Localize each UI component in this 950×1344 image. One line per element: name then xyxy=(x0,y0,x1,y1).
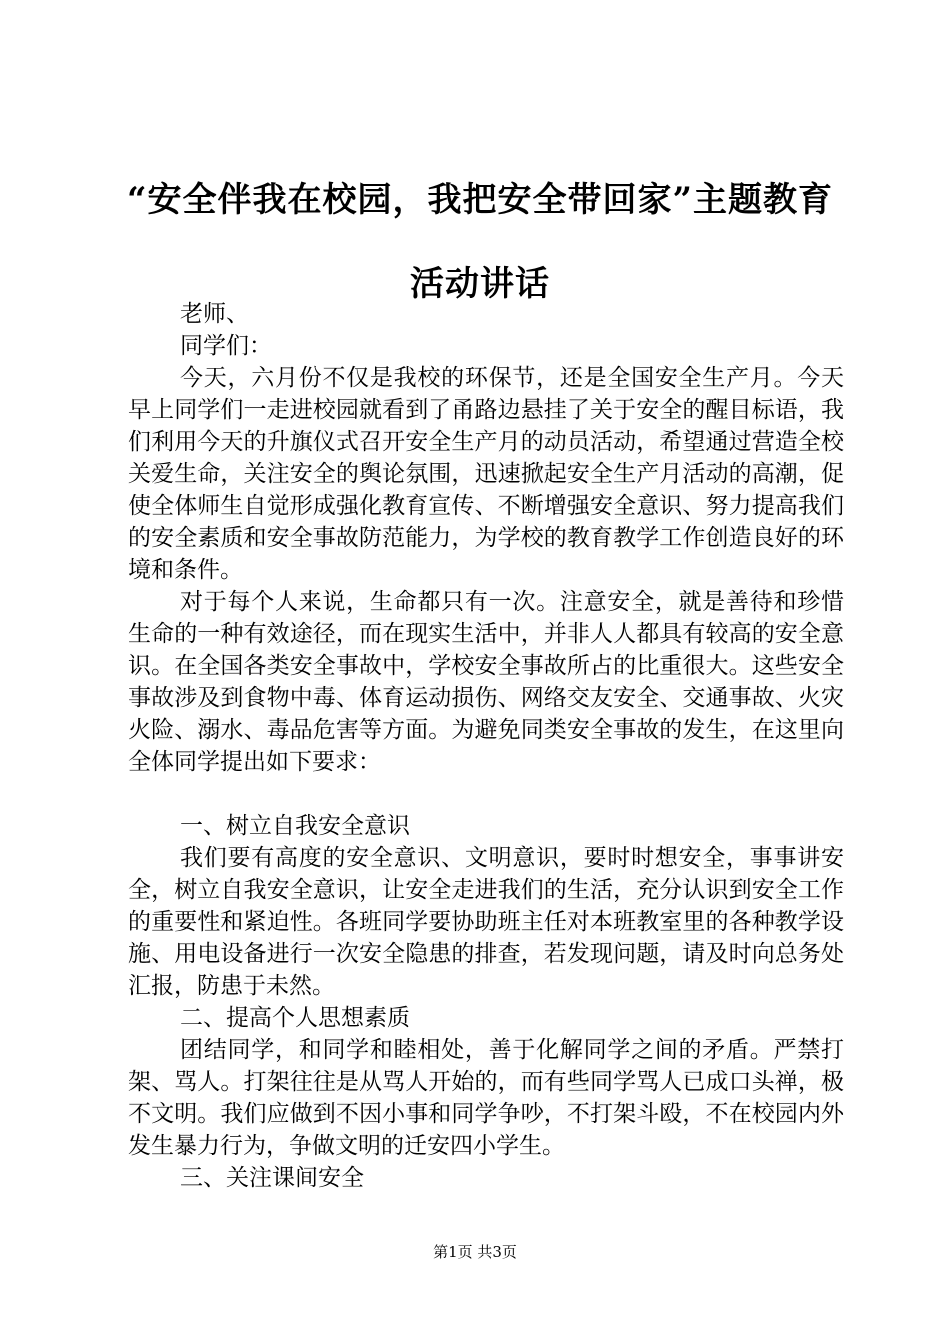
paragraph-requirements: 对于每个人来说，生命都只有一次。注意安全，就是善待和珍惜生命的一种有效途径，而在现实生活中，并非人人都具有较高的安全意识。在全国各类安全事故中，学校安全事故所占的比重很大。这些安全事故涉及到食物中毒、体育运动损伤、网络交友安全、交通事故、火灾火险、溺水、毒品危害等方面。为避免同类安全事故的发生，在这里向全体同学提出如下要求： xyxy=(128,589,844,775)
salutation-students: 同学们： xyxy=(180,333,272,359)
paragraph-intro: 今天，六月份不仅是我校的环保节，还是全国安全生产月。今天早上同学们一走进校园就看到了甬路边悬挂了关于安全的醒目标语，我们利用今天的升旗仪式召开安全生产月的动员活动，希望通过营造全校关爱生命，关注安全的舆论氛围，迅速掀起安全生产月活动的高潮，促使全体师生自觉形成强化教育宣传、不断增强安全意识、努力提高我们的安全素质和安全事故防范能力，为学校的教育教学工作创造良好的环境和条件。 xyxy=(128,365,844,583)
section-1-text: 我们要有高度的安全意识、文明意识，要时时想安全，事事讲安全，树立自我安全意识，让安全走进我们的生活，充分认识到安全工作的重要性和紧迫性。各班同学要协助班主任对本班教室里的各种教学设施、用电设备进行一次安全隐患的排查，若发现问题，请及时向总务处汇报，防患于未然。 xyxy=(128,845,844,999)
paragraph-gap xyxy=(128,778,844,810)
salutation-teachers: 老师、 xyxy=(180,301,249,327)
section-3-heading: 三、关注课间安全 xyxy=(180,1165,364,1191)
document-title: “安全伴我在校园，我把安全带回家”主题教育活动讲话 xyxy=(126,180,834,304)
section-2-text: 团结同学，和同学和睦相处，善于化解同学之间的矛盾。严禁打架、骂人。打架往往是从骂人开始的，而有些同学骂人已成口头禅，极不文明。我们应做到不因小事和同学争吵，不打架斗殴，不在校园内外发生暴力行为，争做文明的迁安四小学生。 xyxy=(128,1037,844,1159)
section-2-heading: 二、提高个人思想素质 xyxy=(180,1005,410,1031)
section-1-heading: 一、树立自我安全意识 xyxy=(180,813,410,839)
document-body xyxy=(128,298,844,1194)
page-footer: 第1页 共3页 xyxy=(433,1243,517,1261)
